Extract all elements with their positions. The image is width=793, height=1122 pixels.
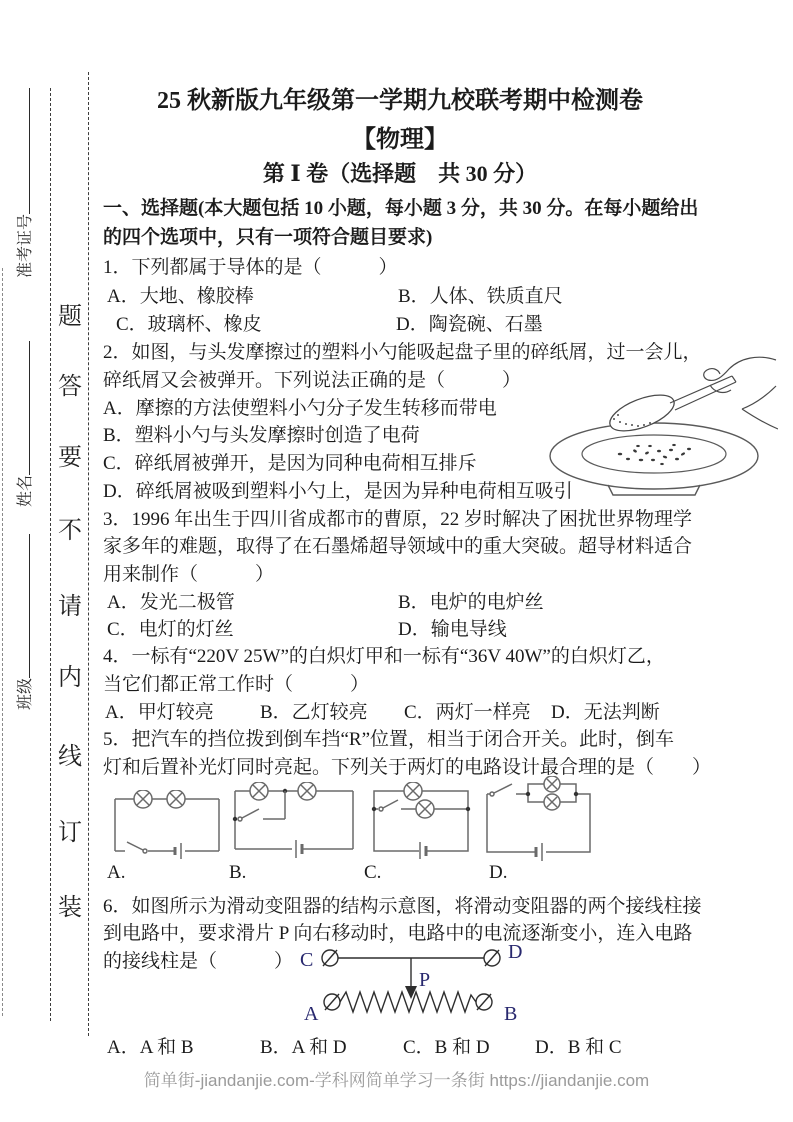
terminal-c-label: C (300, 949, 314, 971)
q4-option-a: A．甲灯较亮 (105, 702, 214, 723)
binding-char: 要 (58, 445, 82, 471)
q5-label-b: B. (229, 862, 247, 883)
q3-option-b: B．电炉的电炉丝 (398, 592, 544, 613)
q1-options-row2 (103, 309, 723, 336)
exam-number-field (12, 213, 42, 278)
q3-options-row1 (103, 587, 723, 614)
circuit-d-diagram (482, 776, 596, 862)
class-blank-line (15, 534, 30, 678)
q6-rheostat-figure (292, 936, 532, 1024)
terminal-a-label: A (304, 1003, 319, 1024)
q2-option-a: A．摩擦的方法使塑料小勺分子发生转移而带电 (103, 398, 497, 419)
spoon-plate-illustration (542, 356, 778, 506)
subject-title: 【物理】 (352, 127, 448, 153)
q4-option-b: B．乙灯较亮 (260, 702, 368, 723)
section-intro-line2: 的四个选项中，只有一项符合题目要求) (103, 227, 433, 248)
q1-option-b: B．人体、铁质直尺 (398, 286, 563, 307)
class-field (12, 677, 42, 710)
section-header: 第 Ⅰ 卷（选择题 共 30 分） (262, 161, 538, 186)
q6-option-d: D．B 和 C (535, 1037, 622, 1058)
q6-option-a: A．A 和 B (107, 1037, 194, 1058)
q6-option-b: B．A 和 D (260, 1037, 347, 1058)
binding-char: 答 (58, 374, 82, 400)
slider-p-label: P (419, 969, 431, 991)
q3-option-a: A．发光二极管 (107, 592, 235, 613)
q3-stem-line3: 用来制作（ ） (103, 564, 275, 585)
binding-char: 线 (58, 744, 82, 770)
binding-dashed-line-content (88, 72, 89, 1036)
q2-spoon-plate-figure (542, 356, 778, 506)
section-intro-line1: 一、选择题(本大题包括 10 小题，每小题 3 分，共 30 分。在每小题给出 (103, 198, 699, 219)
q5-stem-line2: 灯和后置补光灯同时亮起。下列关于两灯的电路设计最合理的是（ ） (103, 757, 712, 778)
q6-stem-line2: 到电路中，要求滑片 P 向右移动时，电路中的电流逐渐变小，连入电路 (103, 923, 693, 944)
page-title: 25 秋新版九年级第一学期九校联考期中检测卷 (157, 88, 643, 114)
q6-option-c: C．B 和 D (403, 1037, 490, 1058)
q1-option-c: C．玻璃杯、橡皮 (116, 314, 262, 335)
q3-stem-line2: 家多年的难题，取得了在石墨烯超导领域中的重大突破。超导材料适合 (103, 536, 693, 557)
q5-circuit-labels-row (103, 862, 723, 889)
q5-circuit-b-figure (230, 782, 358, 860)
q2-option-c: C．碎纸屑被弹开，是因为同种电荷相互排斥 (103, 453, 477, 474)
circuit-c-diagram (366, 782, 476, 860)
binding-char: 内 (58, 665, 82, 691)
circuit-b-diagram (230, 782, 358, 860)
binding-char: 不 (58, 518, 82, 544)
q5-label-c: C. (364, 862, 382, 883)
q1-option-d: D．陶瓷碗、石墨 (396, 314, 543, 335)
q6-options-row (103, 1032, 723, 1059)
rheostat-diagram (292, 936, 532, 1024)
q6-stem-line3: 的接线柱是（ ） (103, 951, 294, 972)
q2-stem-line1: 2．如图，与头发摩擦过的塑料小勺能吸起盘子里的碎纸屑，过一会儿， (103, 342, 702, 363)
name-blank-line (15, 341, 30, 475)
name-field (12, 474, 42, 507)
q4-stem-line2: 当它们都正常工作时（ ） (103, 674, 370, 695)
circuit-a-diagram (110, 790, 224, 862)
name-label: 姓名 (17, 474, 34, 507)
q5-label-a: A. (107, 862, 126, 883)
binding-char: 请 (58, 594, 82, 620)
q3-options-row2 (103, 614, 723, 641)
terminal-b-label: B (504, 1003, 518, 1024)
class-label: 班级 (17, 677, 34, 710)
hand (704, 357, 778, 429)
q2-option-b: B．塑料小勺与头发摩擦时创造了电荷 (103, 425, 420, 446)
q2-stem-line2: 碎纸屑又会被弹开。下列说法正确的是（ ） (103, 370, 522, 391)
q4-stem-line1: 4．一标有“220V 25W”的白炽灯甲和一标有“36V 40W”的白炽灯乙， (103, 646, 665, 667)
page-edge-dashed-line (2, 268, 3, 1016)
binding-dashed-line-inner (50, 88, 51, 1021)
q4-option-c: C．两灯一样亮 (404, 702, 531, 723)
exam-number-blank-line (15, 88, 30, 214)
q5-circuit-a-figure (110, 790, 224, 862)
q3-option-c: C．电灯的灯丝 (107, 619, 234, 640)
q2-option-d: D．碎纸屑被吸到塑料小勺上，是因为异种电荷相互吸引 (103, 481, 573, 502)
q6-stem-line1: 6．如图所示为滑动变阻器的结构示意图，将滑动变阻器的两个接线柱接 (103, 896, 702, 917)
exam-number-label: 准考证号 (17, 213, 34, 278)
q5-circuit-c-figure (366, 782, 476, 860)
q4-options-row (103, 697, 723, 724)
binding-char: 订 (58, 820, 82, 846)
q5-circuit-d-figure (482, 776, 596, 862)
q5-label-d: D. (489, 862, 508, 883)
q1-option-a: A．大地、橡胶棒 (107, 286, 254, 307)
q3-stem-line1: 3．1996 年出生于四川省成都市的曹原，22 岁时解决了困扰世界物理学 (103, 509, 693, 530)
binding-char: 装 (58, 895, 82, 921)
q4-option-d: D．无法判断 (551, 702, 660, 723)
q3-option-d: D．输电导线 (398, 619, 507, 640)
terminal-d-label: D (508, 941, 523, 963)
q1-options-row1 (103, 281, 723, 308)
binding-char: 题 (58, 304, 82, 330)
q5-stem-line1: 5．把汽车的挡位拨到倒车挡“R”位置，相当于闭合开关。此时，倒车 (103, 729, 675, 750)
q1-stem: 1．下列都属于导体的是（ ） (103, 257, 398, 278)
site-watermark: 简单街-jiandanjie.com-学科网简单学习一条街 https://jiandanjie.com (143, 1071, 650, 1090)
